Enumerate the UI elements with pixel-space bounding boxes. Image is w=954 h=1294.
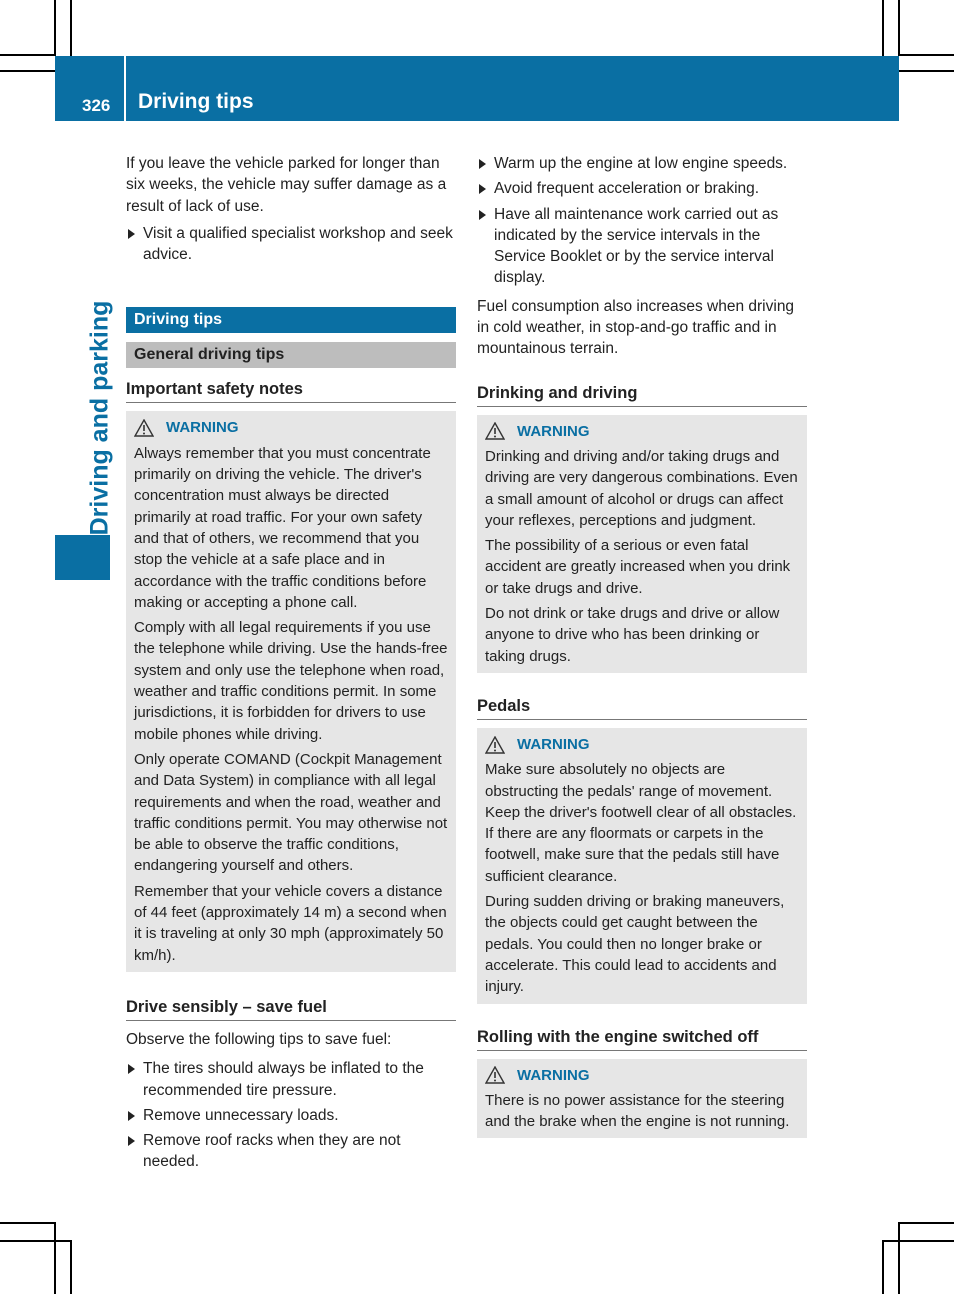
- crop-mark: [0, 1222, 56, 1224]
- crop-mark: [882, 1240, 884, 1294]
- chapter-tab: [55, 535, 110, 580]
- warning-label: WARNING: [517, 735, 590, 753]
- crop-mark: [898, 1222, 954, 1224]
- rolling-heading: Rolling with the engine switched off: [477, 1026, 807, 1051]
- warning-header: [485, 734, 799, 755]
- warning-paragraph: Drinking and driving and/or taking drugs and driving are very dangerous combinations. Even a small amount of alcohol or drugs can affect your reflexes, perceptions and judgment.: [485, 447, 798, 529]
- list-item: Remove roof racks when they are not needed.: [126, 1130, 456, 1173]
- list-item: Have all maintenance work carried out as indicated by the service intervals in the Service Booklet or by the service interval display.: [477, 204, 807, 289]
- list-item: Visit a qualified specialist workshop and seek advice.: [126, 223, 456, 266]
- left-column: [126, 153, 456, 1173]
- crop-mark: [54, 0, 56, 56]
- page-number: 326: [82, 96, 111, 115]
- warning-triangle-icon: [485, 1066, 505, 1084]
- right-column: [477, 153, 807, 1138]
- warning-header: [485, 1065, 799, 1086]
- warning-paragraph: Comply with all legal requirements if you use the telephone while driving. Use the hands-free system and only use the telephone when road, weather and traffic conditions permit. In some jurisdictions, it is forbidden for drivers to use mobile phones while driving.: [134, 619, 448, 743]
- drink-heading: Drinking and driving: [477, 382, 807, 407]
- fuel-note: Fuel consumption also increases when driving in cold weather, in stop-and-go traffic and in mountainous terrain.: [477, 297, 795, 358]
- header-divider: [124, 56, 126, 121]
- crop-mark: [898, 54, 954, 56]
- crop-mark: [70, 0, 72, 56]
- fuel-heading: Drive sensibly – save fuel: [126, 996, 456, 1021]
- list-item: Remove unnecessary loads.: [126, 1105, 456, 1126]
- subsection-title: General driving tips: [126, 342, 456, 368]
- warning-paragraph: Do not drink or take drugs and drive or allow anyone to drive who has been drinking or taking drugs.: [485, 605, 780, 665]
- warning-label: WARNING: [517, 1066, 590, 1084]
- crop-mark: [882, 0, 884, 56]
- warning-paragraph: Only operate COMAND (Cockpit Management and Data System) in compliance with all legal requirements and when the road, weather and traffic conditions permit. You may otherwise not be able to observe the traffic conditions, endangering yourself and others.: [134, 750, 448, 875]
- drink-warning-box: [477, 415, 807, 673]
- page-title: Driving tips: [138, 90, 254, 113]
- warning-paragraph: Remember that your vehicle covers a distance of 44 feet (approximately 14 m) a second when it is traveling at only 30 mph (approximately 50 km/h).: [134, 882, 447, 964]
- warning-triangle-icon: [134, 419, 154, 437]
- section-title: Driving tips: [126, 307, 456, 333]
- chapter-label: Driving and parking: [85, 300, 114, 536]
- list-item: The tires should always be inflated to the recommended tire pressure.: [126, 1058, 456, 1101]
- crop-mark: [0, 1240, 72, 1242]
- warning-paragraph: During sudden driving or braking maneuvers, the objects could get caught between the pedals. You could then no longer brake or accelerate. This could lead to accidents and injury.: [485, 893, 785, 996]
- pedals-heading: Pedals: [477, 695, 807, 720]
- crop-mark: [0, 70, 56, 72]
- crop-mark: [898, 1222, 900, 1294]
- crop-mark: [0, 54, 56, 56]
- warning-paragraph: Always remember that you must concentrate primarily on driving the vehicle. The driver's concentration must always be directed primarily at road traffic. For your own safety and that of others, we recommend that you stop the vehicle at a safe place and in accordance with the traffic conditions before making or accepting a phone call.: [134, 444, 431, 611]
- warning-header: [485, 421, 799, 442]
- list-item: Warm up the engine at low engine speeds.: [477, 153, 807, 174]
- warning-header: [134, 417, 448, 438]
- crop-mark: [898, 70, 954, 72]
- warning-triangle-icon: [485, 736, 505, 754]
- warning-paragraph: There is no power assistance for the steering and the brake when the engine is not running.: [485, 1091, 790, 1131]
- safety-heading: Important safety notes: [126, 378, 456, 403]
- warning-label: WARNING: [166, 419, 239, 437]
- crop-mark: [898, 0, 900, 56]
- list-item: Avoid frequent acceleration or braking.: [477, 178, 807, 199]
- crop-mark: [70, 1240, 72, 1294]
- warning-triangle-icon: [485, 422, 505, 440]
- warning-paragraph: The possibility of a serious or even fatal accident are greatly increased when you drink or take drugs and drive.: [485, 537, 791, 597]
- pedals-warning-box: [477, 728, 807, 1004]
- safety-warning-box: [126, 411, 456, 971]
- warning-label: WARNING: [517, 422, 590, 440]
- crop-mark: [882, 1240, 954, 1242]
- intro-paragraph: If you leave the vehicle parked for longer than six weeks, the vehicle may suffer damage as a result of lack of use.: [126, 155, 447, 215]
- crop-mark: [54, 1222, 56, 1294]
- warning-paragraph: Make sure absolutely no objects are obstructing the pedals' range of movement. Keep the driver's footwell clear of all obstacles. If there are any floormats or carpets in the footwell, make sure that the pedals still have sufficient clearance.: [485, 761, 797, 885]
- fuel-intro: Observe the following tips to save fuel:: [126, 1030, 392, 1048]
- rolling-warning-box: [477, 1059, 807, 1139]
